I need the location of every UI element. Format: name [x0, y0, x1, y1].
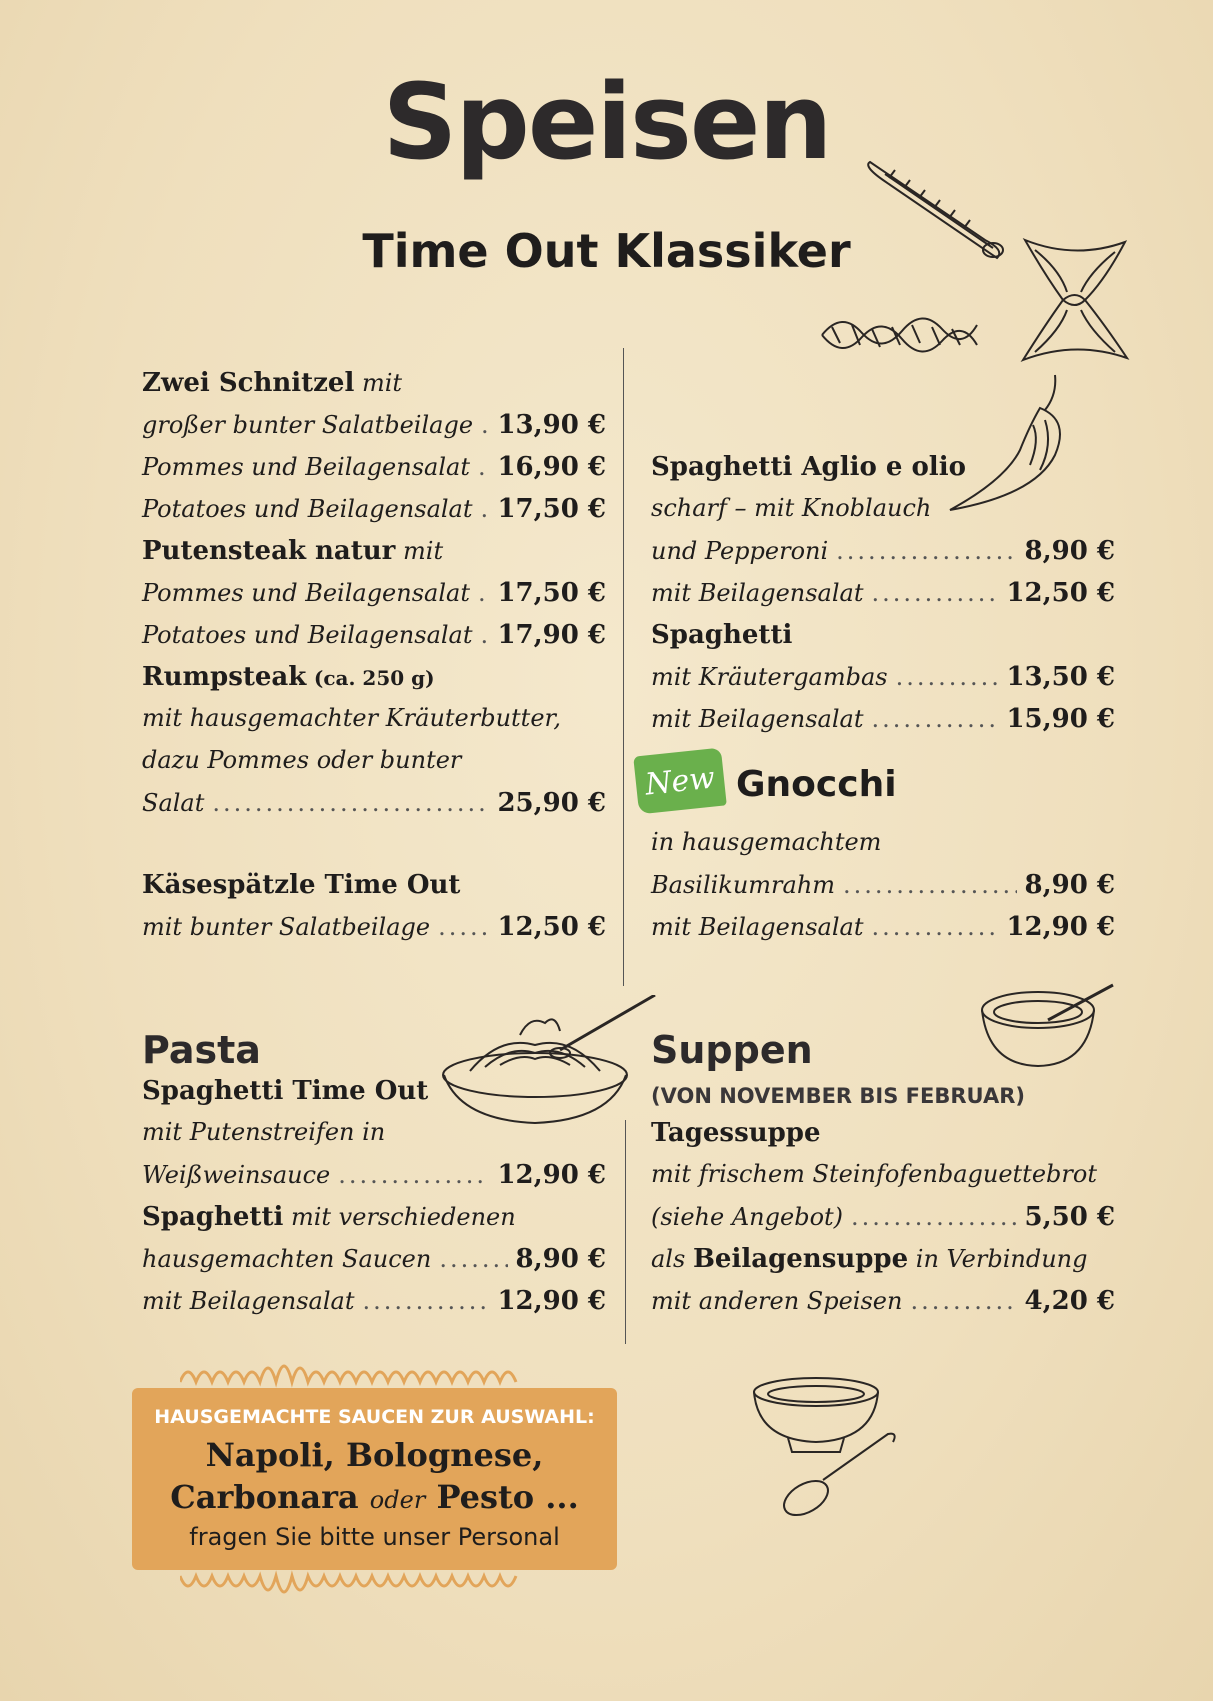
- sauce-box-top-border: [180, 1346, 580, 1392]
- gnocchi-title: Gnocchi: [736, 764, 897, 805]
- column-divider-bottom: [625, 1120, 626, 1344]
- gnocchi-section: [651, 828, 1115, 958]
- menu-row: Käsespätzle Time Out: [142, 870, 461, 900]
- menu-row: Zwei Schnitzel mit: [142, 368, 403, 398]
- menu-row: Rumpsteak (ca. 250 g): [142, 662, 435, 692]
- menu-row: als Beilagensuppe in Verbindung: [651, 1244, 1088, 1274]
- menu-row: Potatoes und Beilagensalat ..... 17,50 €: [142, 494, 606, 536]
- left-menu-column: [142, 368, 606, 948]
- menu-row: Pommes und Beilagensalat ..... 16,90 €: [142, 452, 606, 494]
- menu-row: und Pepperoni ..... 8,90 €: [651, 536, 1115, 578]
- menu-row: Putensteak natur mit: [142, 536, 444, 566]
- new-badge: New: [633, 748, 727, 815]
- farfalle-icon: [1015, 230, 1135, 370]
- menu-row: in hausgemachtem: [651, 828, 882, 856]
- sauce-footer: fragen Sie bitte unser Personal: [189, 1523, 560, 1551]
- menu-row: mit Putenstreifen in: [142, 1118, 386, 1146]
- menu-row: mit Beilagensalat ..... 12,90 €: [651, 912, 1115, 954]
- suppen-section: [651, 1118, 1115, 1338]
- menu-row: Spaghetti: [651, 620, 793, 650]
- page-subtitle: Time Out Klassiker: [362, 224, 851, 278]
- menu-row: Pommes und Beilagensalat ..... 17,50 €: [142, 578, 606, 620]
- sauce-line-1: Napoli, Bolognese,: [205, 1436, 544, 1474]
- menu-row: Potatoes und Beilagensalat ..... 17,90 €: [142, 620, 606, 662]
- soup-bowl-icon: [978, 980, 1118, 1070]
- menu-row: dazu Pommes oder bunter: [142, 746, 462, 774]
- menu-row: Spaghetti mit verschiedenen: [142, 1202, 516, 1232]
- menu-row: mit frischem Steinfofenbaguettebrot: [651, 1160, 1097, 1188]
- menu-row: mit Kräutergambas ..... 13,50 €: [651, 662, 1115, 704]
- sauce-box-bottom-border: [180, 1566, 580, 1612]
- menu-row: mit anderen Speisen ..... 4,20 €: [651, 1286, 1115, 1328]
- suppen-note: (VON NOVEMBER BIS FEBRUAR): [651, 1084, 1025, 1108]
- menu-row: Weißweinsauce ..... 12,90 €: [142, 1160, 606, 1202]
- menu-row: mit hausgemachter Kräuterbutter,: [142, 704, 561, 732]
- sauce-line-2: Carbonara oder Pesto ...: [170, 1478, 579, 1516]
- right-menu-column: [651, 452, 1115, 752]
- pasta-section: [142, 1076, 606, 1336]
- menu-row: scharf – mit Knoblauch: [651, 494, 932, 522]
- menu-row: Salat ..... 25,90 €: [142, 788, 606, 830]
- menu-row: mit Beilagensalat ..... 12,50 €: [651, 578, 1115, 620]
- menu-row: Basilikumrahm ..... 8,90 €: [651, 870, 1115, 912]
- fusilli-icon: [812, 295, 982, 375]
- menu-row: Spaghetti Aglio e olio: [651, 452, 966, 482]
- page-title: Speisen: [382, 61, 831, 183]
- menu-row: Tagessuppe: [651, 1118, 821, 1148]
- sauce-heading: HAUSGEMACHTE SAUCEN ZUR AUSWAHL:: [154, 1406, 595, 1428]
- menu-row: mit bunter Salatbeilage ..... 12,50 €: [142, 912, 606, 954]
- sauce-box: [132, 1388, 617, 1570]
- column-divider-top: [623, 348, 624, 986]
- menu-row: großer bunter Salatbeilage ..... 13,90 €: [142, 410, 606, 452]
- suppen-title: Suppen: [651, 1028, 813, 1072]
- menu-row: mit Beilagensalat ..... 12,90 €: [142, 1286, 606, 1328]
- soup-spoon-icon: [748, 1370, 908, 1530]
- menu-row: Spaghetti Time Out: [142, 1076, 429, 1106]
- penne-icon: [865, 150, 1015, 270]
- pasta-title: Pasta: [142, 1028, 261, 1072]
- menu-row: hausgemachten Saucen ..... 8,90 €: [142, 1244, 606, 1286]
- menu-row: (siehe Angebot) ..... 5,50 €: [651, 1202, 1115, 1244]
- menu-row: mit Beilagensalat ..... 15,90 €: [651, 704, 1115, 746]
